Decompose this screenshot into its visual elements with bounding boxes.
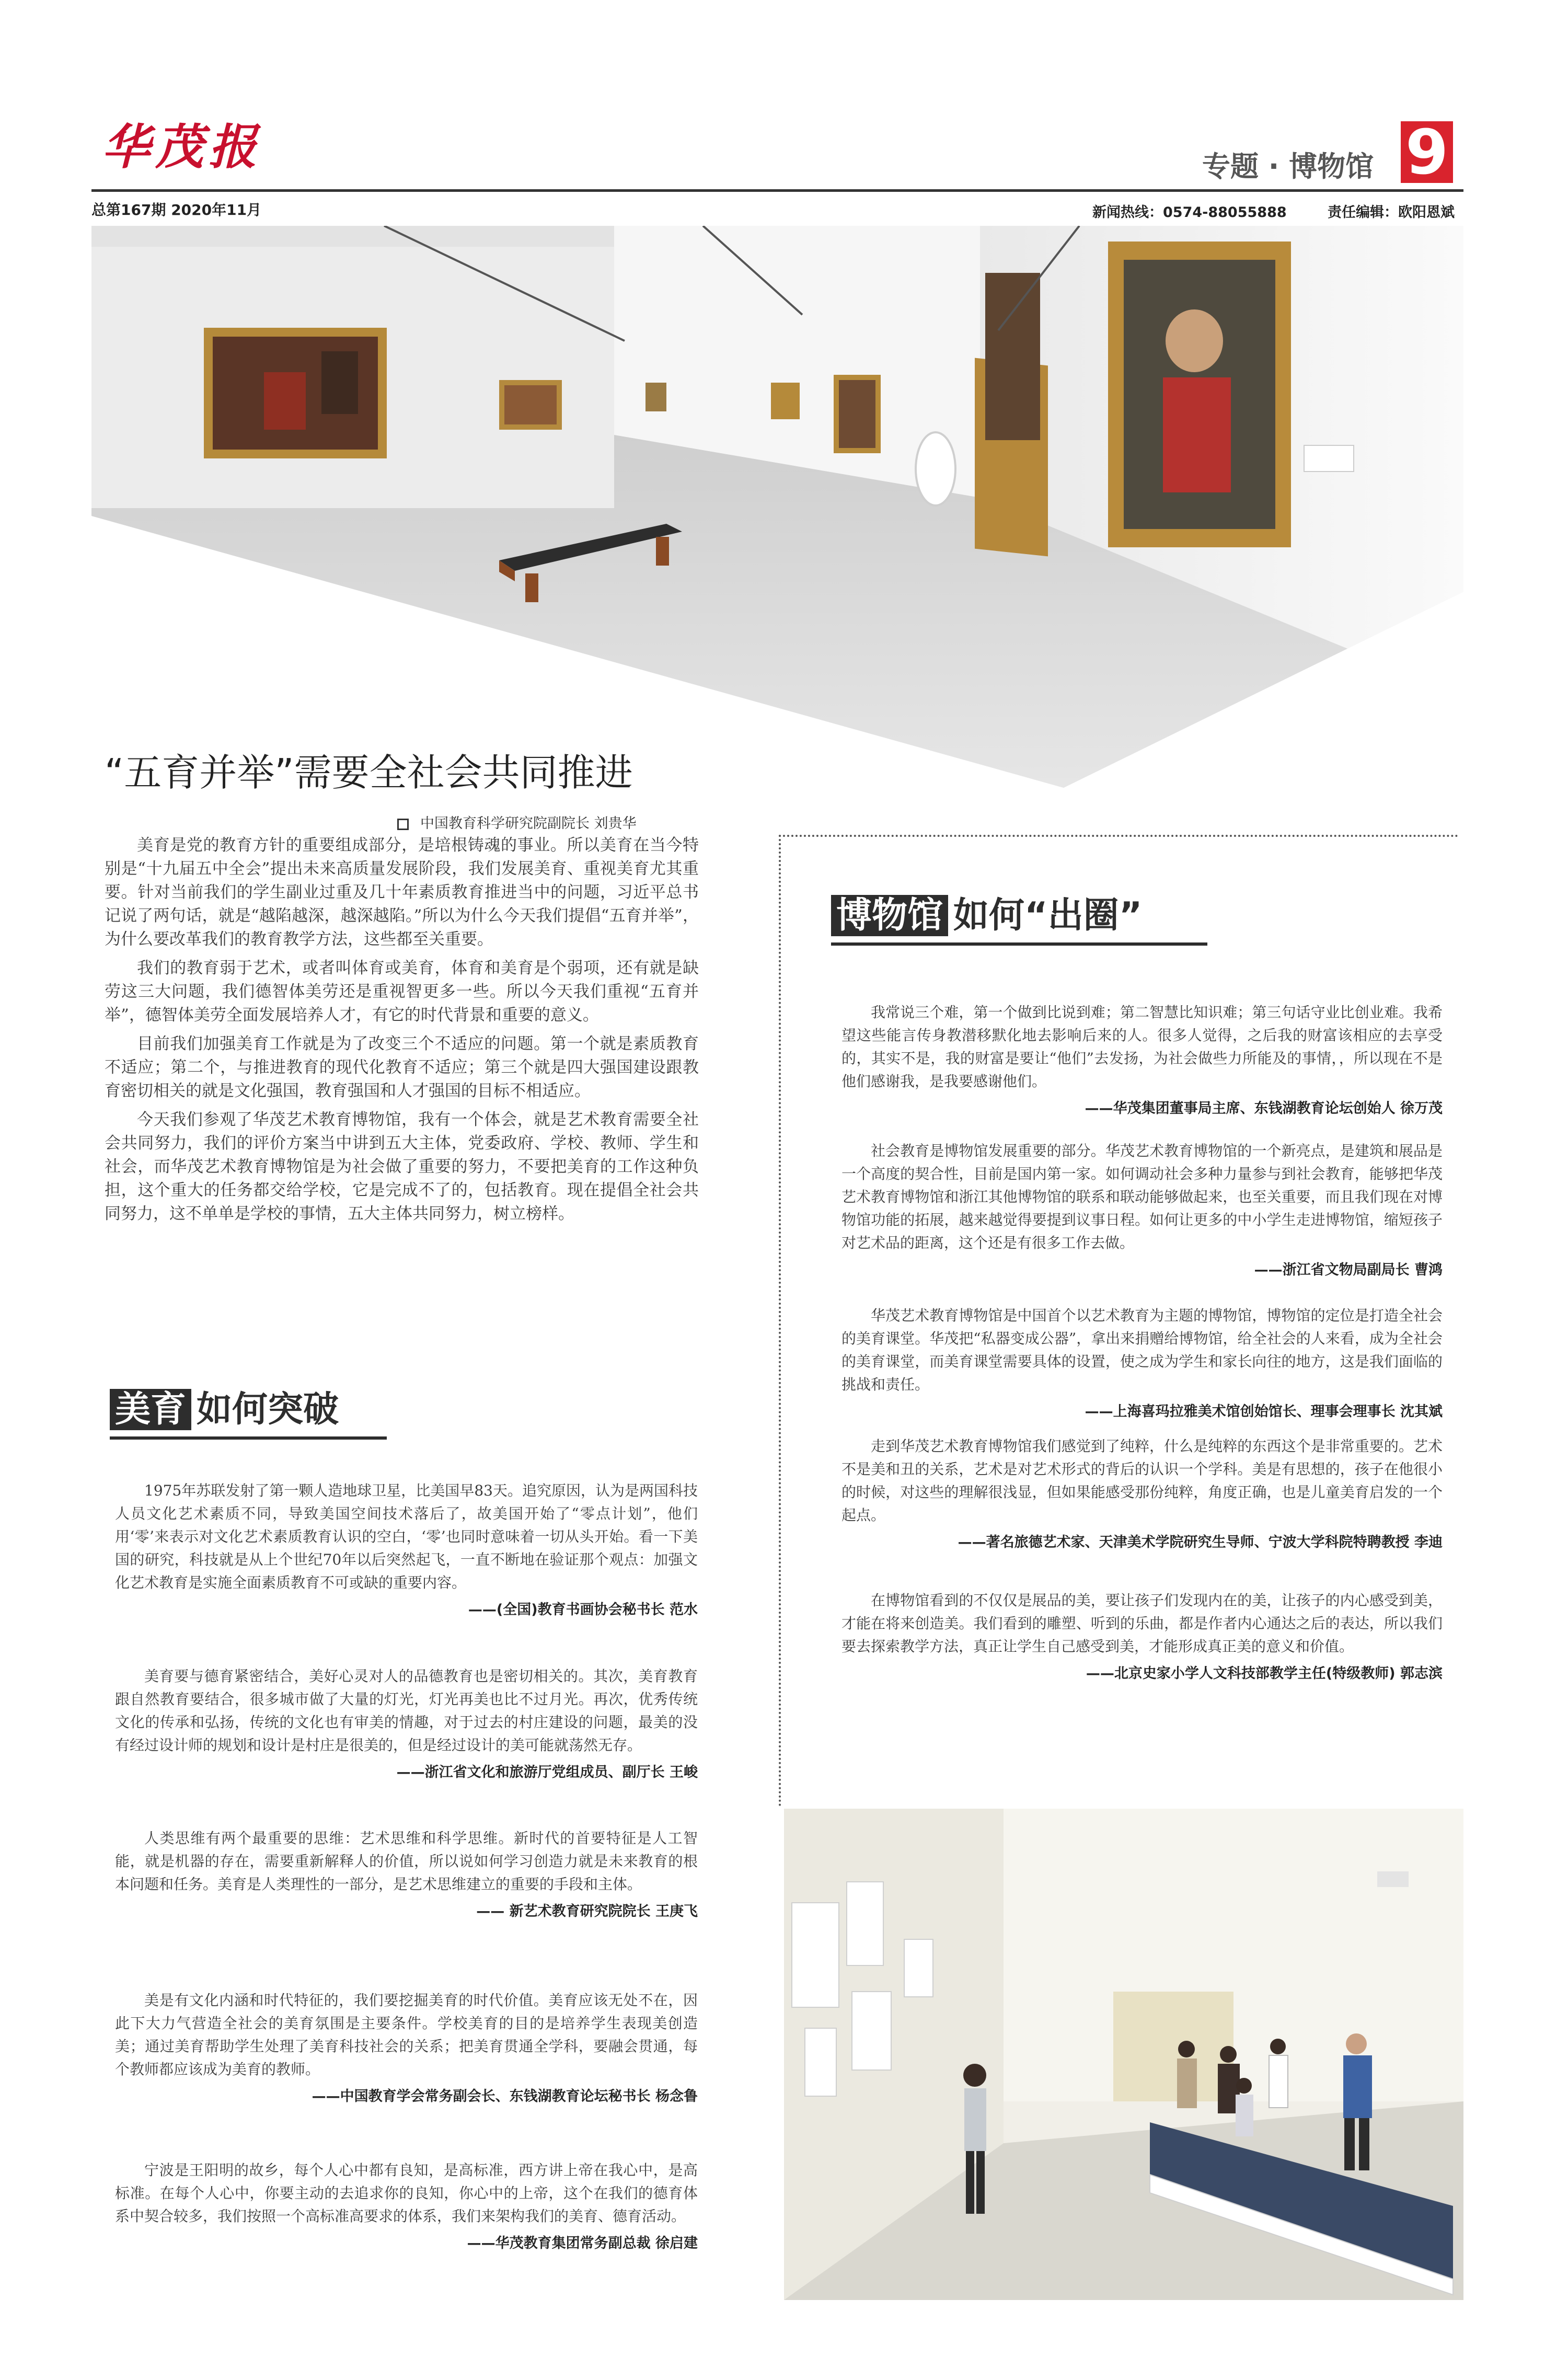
exhibition-visitors-photo	[784, 1809, 1463, 2300]
page-number-badge: 9	[1401, 121, 1453, 183]
quote-attribution: ——华茂集团董事局主席、东钱湖教育论坛创始人 徐万茂	[1085, 1100, 1443, 1117]
quote-text: 美育要与德育紧密结合，美好心灵对人的品德教育也是密切相关的。其次，美育教育跟自然教育要结合，很多城市做了大量的灯光，灯光再美也比不过月光。再次，优秀传统文化的传承和弘扬，传统的文化也有审美的情趣，对于过去的村庄建设的问题，最美的没有经过设计师的规划和设计是村庄是很美的，但是经过设计的美可能就荡然无存。	[115, 1668, 698, 1754]
meiyu-section-title	[110, 1388, 344, 1432]
quote-text: 华茂艺术教育博物馆是中国首个以艺术教育为主题的博物馆，博物馆的定位是打造全社会的美育课堂。华茂把“私器变成公器”，拿出来捐赠给博物馆，给全社会的人来看，成为全社会的美育课堂，而美育课堂需要具体的设置，使之成为学生和家长向往的地方，这是我们面临的挑战和责任。	[841, 1307, 1443, 1393]
meiyu-title-underline	[110, 1436, 387, 1440]
meiyu-title-highlight: 美育	[110, 1389, 191, 1430]
byline	[397, 812, 637, 832]
quote-text: 1975年苏联发射了第一颗人造地球卫星，比美国早83天。追究原因，认为是两国科技人员文化艺术素质不同，导致美国空间技术落后了，故美国开始了“零点计划”，他们用‘零’来表示对文化艺术素质教育认识的空白，‘零’也同时意味着一切从头开始。看一下美国的研究，科技就是从上个世纪70年以后突然起飞，一直不断地在验证那个观点：加强文化艺术教育是实施全面素质教育不可或缺的重要内容。	[115, 1482, 698, 1591]
quote-text: 社会教育是博物馆发展重要的部分。华茂艺术教育博物馆的一个新亮点，是建筑和展品是一个高度的契合性，目前是国内第一家。如何调动社会多种力量参与到社会教育，能够把华茂艺术教育博物馆和浙江其他博物馆的联系和联动能够做起来，也至关重要，而且我们现在对博物馆功能的拓展，越来越觉得要提到议事日程。如何让更多的中小学生走进博物馆，缩短孩子对艺术品的距离，这个还是有很多工作去做。	[841, 1142, 1443, 1251]
quote-attribution: ——浙江省文物局副局长 曹鸿	[1254, 1262, 1443, 1278]
article-paragraph: 我们的教育弱于艺术，或者叫体育或美育，体育和美育是个弱项，还有就是缺劳这三大问题，我们德智体美劳还是重视智更多一些。所以今天我们重视“五育并举”，德智体美劳全面发展培养人才，有它的时代背景和重要的意义。	[105, 959, 699, 1025]
meiyu-title-rest: 如何突破	[197, 1389, 339, 1430]
quote-attribution: ——中国教育学会常务副会长、东钱湖教育论坛秘书长 杨念鲁	[312, 2088, 698, 2105]
museum-title-highlight: 博物馆	[831, 895, 948, 936]
byline-box-icon	[397, 819, 409, 830]
quote-attribution: ——著名旅德艺术家、天津美术学院研究生导师、宁波大学科院特聘教授 李迪	[958, 1534, 1443, 1550]
quote-attribution: ——上海喜玛拉雅美术馆创始馆长、理事会理事长 沈其斌	[1085, 1404, 1443, 1420]
meiyu-quote-4	[115, 1989, 698, 2108]
section-title: 专题 · 博物馆	[1202, 150, 1374, 183]
byline-text: 中国教育科学研究院副院长 刘贵华	[420, 815, 637, 832]
museum-section-dotted-border-left	[779, 835, 781, 1807]
issue-date: 总第167期 2020年11月	[91, 201, 262, 219]
museum-quote-5	[841, 1589, 1443, 1685]
article-paragraph: 今天我们参观了华茂艺术教育博物馆，我有一个体会，就是艺术教育需要全社会共同努力，我们的评价方案当中讲到五大主体，党委政府、学校、教师、学生和社会，而华茂艺术教育博物馆是为社会做了重要的努力，不要把美育的工作这种负担，这个重大的任务都交给学校，它是完成不了的，包括教育。现在提倡全社会共同努力，这不单单是学校的事情，五大主体共同努力，树立榜样。	[105, 1110, 699, 1223]
header-rule	[91, 189, 1463, 192]
quote-text: 我常说三个难，第一个做到比说到难；第二智慧比知识难；第三句话守业比创业难。我希望这些能言传身教潜移默化地去影响后来的人。很多人觉得，之后我的财富该相应的去享受的，其实不是，我的财富是要让“他们”去发扬，为社会做些力所能及的事情，，所以现在不是他们感谢我，是我要感谢他们。	[841, 1004, 1443, 1090]
gallery-hero-photo	[91, 226, 1463, 788]
museum-title-rest: 如何“出圈”	[953, 895, 1143, 936]
quote-text: 美是有文化内涵和时代特征的，我们要挖掘美育的时代价值。美育应该无处不在，因此下大力气营造全社会的美育氛围是主要条件。学校美育的目的是培养学生表现美创造美；通过美育帮助学生处理了美育科技社会的关系；把美育贯通全学科，要融会贯通，每个教师都应该成为美育的教师。	[115, 1992, 698, 2078]
quote-attribution: ——浙江省文化和旅游厅党组成员、副厅长 王峻	[396, 1764, 698, 1780]
article-paragraph: 美育是党的教育方针的重要组成部分，是培根铸魂的事业。所以美育在当今特别是“十九届五中全会”提出未来高质量发展阶段，我们发展美育、重视美育尤其重要。针对当前我们的学生副业过重及几十年素质教育推进当中的问题，习近平总书记说了两句话，就是“越陷越深，越深越陷。”所以为什么今天我们提倡“五育并举”，为什么要改革我们的教育教学方法，这些都至关重要。	[105, 836, 699, 949]
museum-section-title	[831, 894, 1147, 938]
main-article-body	[105, 834, 699, 1226]
quote-attribution: ——华茂教育集团常务副总裁 徐启建	[467, 2235, 698, 2251]
museum-quote-2	[841, 1140, 1443, 1282]
quote-text: 在博物馆看到的不仅仅是展品的美，要让孩子们发现内在的美，让孩子的内心感受到美，才能在将来创造美。我们看到的雕塑、听到的乐曲，都是作者内心通达之后的表达，所以我们要去探索教学方法，真正让学生自己感受到美，才能形成真正美的意义和价值。	[841, 1592, 1443, 1655]
meiyu-quote-5	[115, 2159, 698, 2255]
meiyu-quote-3	[115, 1827, 698, 1923]
quote-attribution: ——北京史家小学人文科技部教学主任(特级教师) 郭志滨	[1086, 1665, 1443, 1682]
quote-attribution: —— 新艺术教育研究院院长 王庚飞	[476, 1903, 698, 1919]
quote-attribution: ——(全国)教育书画协会秘书长 范水	[468, 1602, 698, 1618]
meiyu-quote-2	[115, 1665, 698, 1784]
quote-text: 人类思维有两个最重要的思维：艺术思维和科学思维。新时代的首要特征是人工智能，就是机器的存在，需要重新解释人的价值，所以说如何学习创造力就是未来教育的根本问题和任务。美育是人类理性的一部分，是艺术思维建立的重要的手段和主体。	[115, 1830, 698, 1893]
quote-text: 走到华茂艺术教育博物馆我们感觉到了纯粹，什么是纯粹的东西这个是非常重要的。艺术不是美和丑的关系，艺术是对艺术形式的背后的认识一个学科。美是有思想的，孩子在他很小的时候，对这些的理解很浅显，但如果能感受那份纯粹，角度正确，也是儿童美育启发的一个起点。	[841, 1438, 1443, 1524]
responsible-editor: 责任编辑：欧阳恩斌	[1328, 204, 1455, 221]
article-paragraph: 目前我们加强美育工作就是为了改变三个不适应的问题。第一个就是素质教育不适应；第二个，与推进教育的现代化教育不适应；第三个就是四大强国建设跟教育密切相关的就是文化强国，教育强国和人才强国的目标不相适应。	[105, 1034, 699, 1100]
museum-quote-1	[841, 1001, 1443, 1120]
museum-section-dotted-border-top	[779, 835, 1458, 837]
news-hotline: 新闻热线：0574-88055888	[1092, 204, 1287, 221]
masthead-logo: 华茂报	[102, 119, 262, 175]
museum-title-underline	[831, 942, 1207, 946]
main-headline: “五育并举”需要全社会共同推进	[105, 751, 633, 795]
museum-quote-3	[841, 1304, 1443, 1423]
museum-quote-4	[841, 1435, 1443, 1554]
quote-text: 宁波是王阳明的故乡，每个人心中都有良知，是高标准，西方讲上帝在我心中，是高标准。在每个人心中，你要主动的去追求你的良知，你心中的上帝，这个在我们的德育体系中契合较多，我们按照一个高标准高要求的体系，我们来架构我们的美育、德育活动。	[115, 2161, 698, 2225]
meiyu-quote-1	[115, 1479, 698, 1622]
